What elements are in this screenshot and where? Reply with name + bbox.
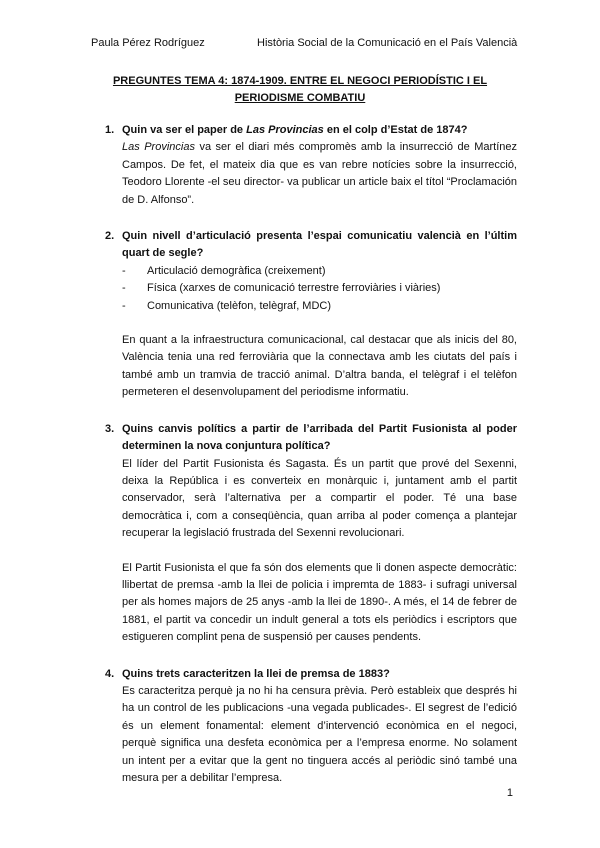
question-title: Quins trets caracteritzen la llei de premsa de 1883? <box>122 667 390 680</box>
list-item: - Física (xarxes de comunicació terrestre ferroviàries i viàries) <box>122 280 517 297</box>
question-number: 3. <box>105 422 115 435</box>
question-title: Quin va ser el paper de Las Provincias en el colp d’Estat de 1874? <box>122 124 468 136</box>
list-item: - Comunicativa (telèfon, telègraf, MDC) <box>122 298 517 315</box>
question-4 <box>105 666 517 788</box>
question-answer: El líder del Partit Fusionista és Sagasta. És un partit que prové del Sexenni, deixa la República i es converteix en monàrquic i, juntament amb el partit conservador, serà l’alternativa per a compartir el poder. Té una base democràtica i, com a conseqüència, quan arriba al poder comença a plantejar recuperar la legislació frustrada del Sexenni revolucionari. <box>122 457 517 540</box>
header-author: Paula Pérez Rodríguez <box>91 37 205 49</box>
question-2 <box>105 228 517 402</box>
question-answer: Es caracteritza perquè ja no hi ha censura prèvia. Però estableix que després hi ha un control de les publicacions -una vegada publicades-. El segrest de l’edició és un element fonamental: element d’intervenció econòmica en el negoci, perquè significa una desfeta econòmica per a l’empresa enorme. No solament un intent per a evitar que la gent no tinguera accés al periòdic sinó també una mesura per a debilitar l’empresa. <box>122 684 517 784</box>
answer-list <box>122 263 517 315</box>
question-answer: Las Provincias va ser el diari més compromès amb la insurrecció de Martínez Campos. De fet, el mateix dia que es van rebre notícies sobre la insurrecció, Teodoro Llorente -el seu director- va publicar un article baix el títol “Proclamación de D. Alfonso”. <box>122 141 517 206</box>
question-1 <box>105 122 517 209</box>
question-number: 2. <box>105 230 115 243</box>
list-item: - Articulació demogràfica (creixement) <box>122 263 517 280</box>
page-number: 1 <box>506 787 513 799</box>
question-number: 1. <box>105 124 115 136</box>
question-title: Quins canvis polítics a partir de l’arribada del Partit Fusionista al poder determinen la nova conjuntura política? <box>122 422 517 453</box>
question-3 <box>105 421 517 647</box>
question-answer: El Partit Fusionista el que fa són dos elements que li donen aspecte democràtic: llibertat de premsa -amb la llei de policia i impremta de 1883- i sufragi universal per als homes majors de 25 anys -amb la llei de 1890-. A més, el 14 de febrer de 1881, el partit va concedir un indult general a tots els periòdics i escriptors que estigueren complint pena de suspensió per causes pendents. <box>122 561 517 644</box>
question-number: 4. <box>105 667 115 680</box>
document-title: PREGUNTES TEMA 4: 1874-1909. ENTRE EL NEGOCI PERIODÍSTIC I EL PERIODISME COMBATIU <box>112 75 488 104</box>
document-body <box>105 122 517 787</box>
header-course: Història Social de la Comunicació en el País Valencià <box>257 37 518 49</box>
question-title: Quin nivell d’articulació presenta l’espai comunicatiu valencià en l’últim quart de segle? <box>122 230 517 260</box>
question-answer: En quant a la infraestructura comunicacional, cal destacar que als inicis del 80, València tenia una red ferroviària que la connectava amb les ciutats del país i també amb un tramvia de tracció animal. D’altra banda, el telègraf i el telèfon permeteren el desenvolupament del periodisme informatiu. <box>122 334 517 399</box>
